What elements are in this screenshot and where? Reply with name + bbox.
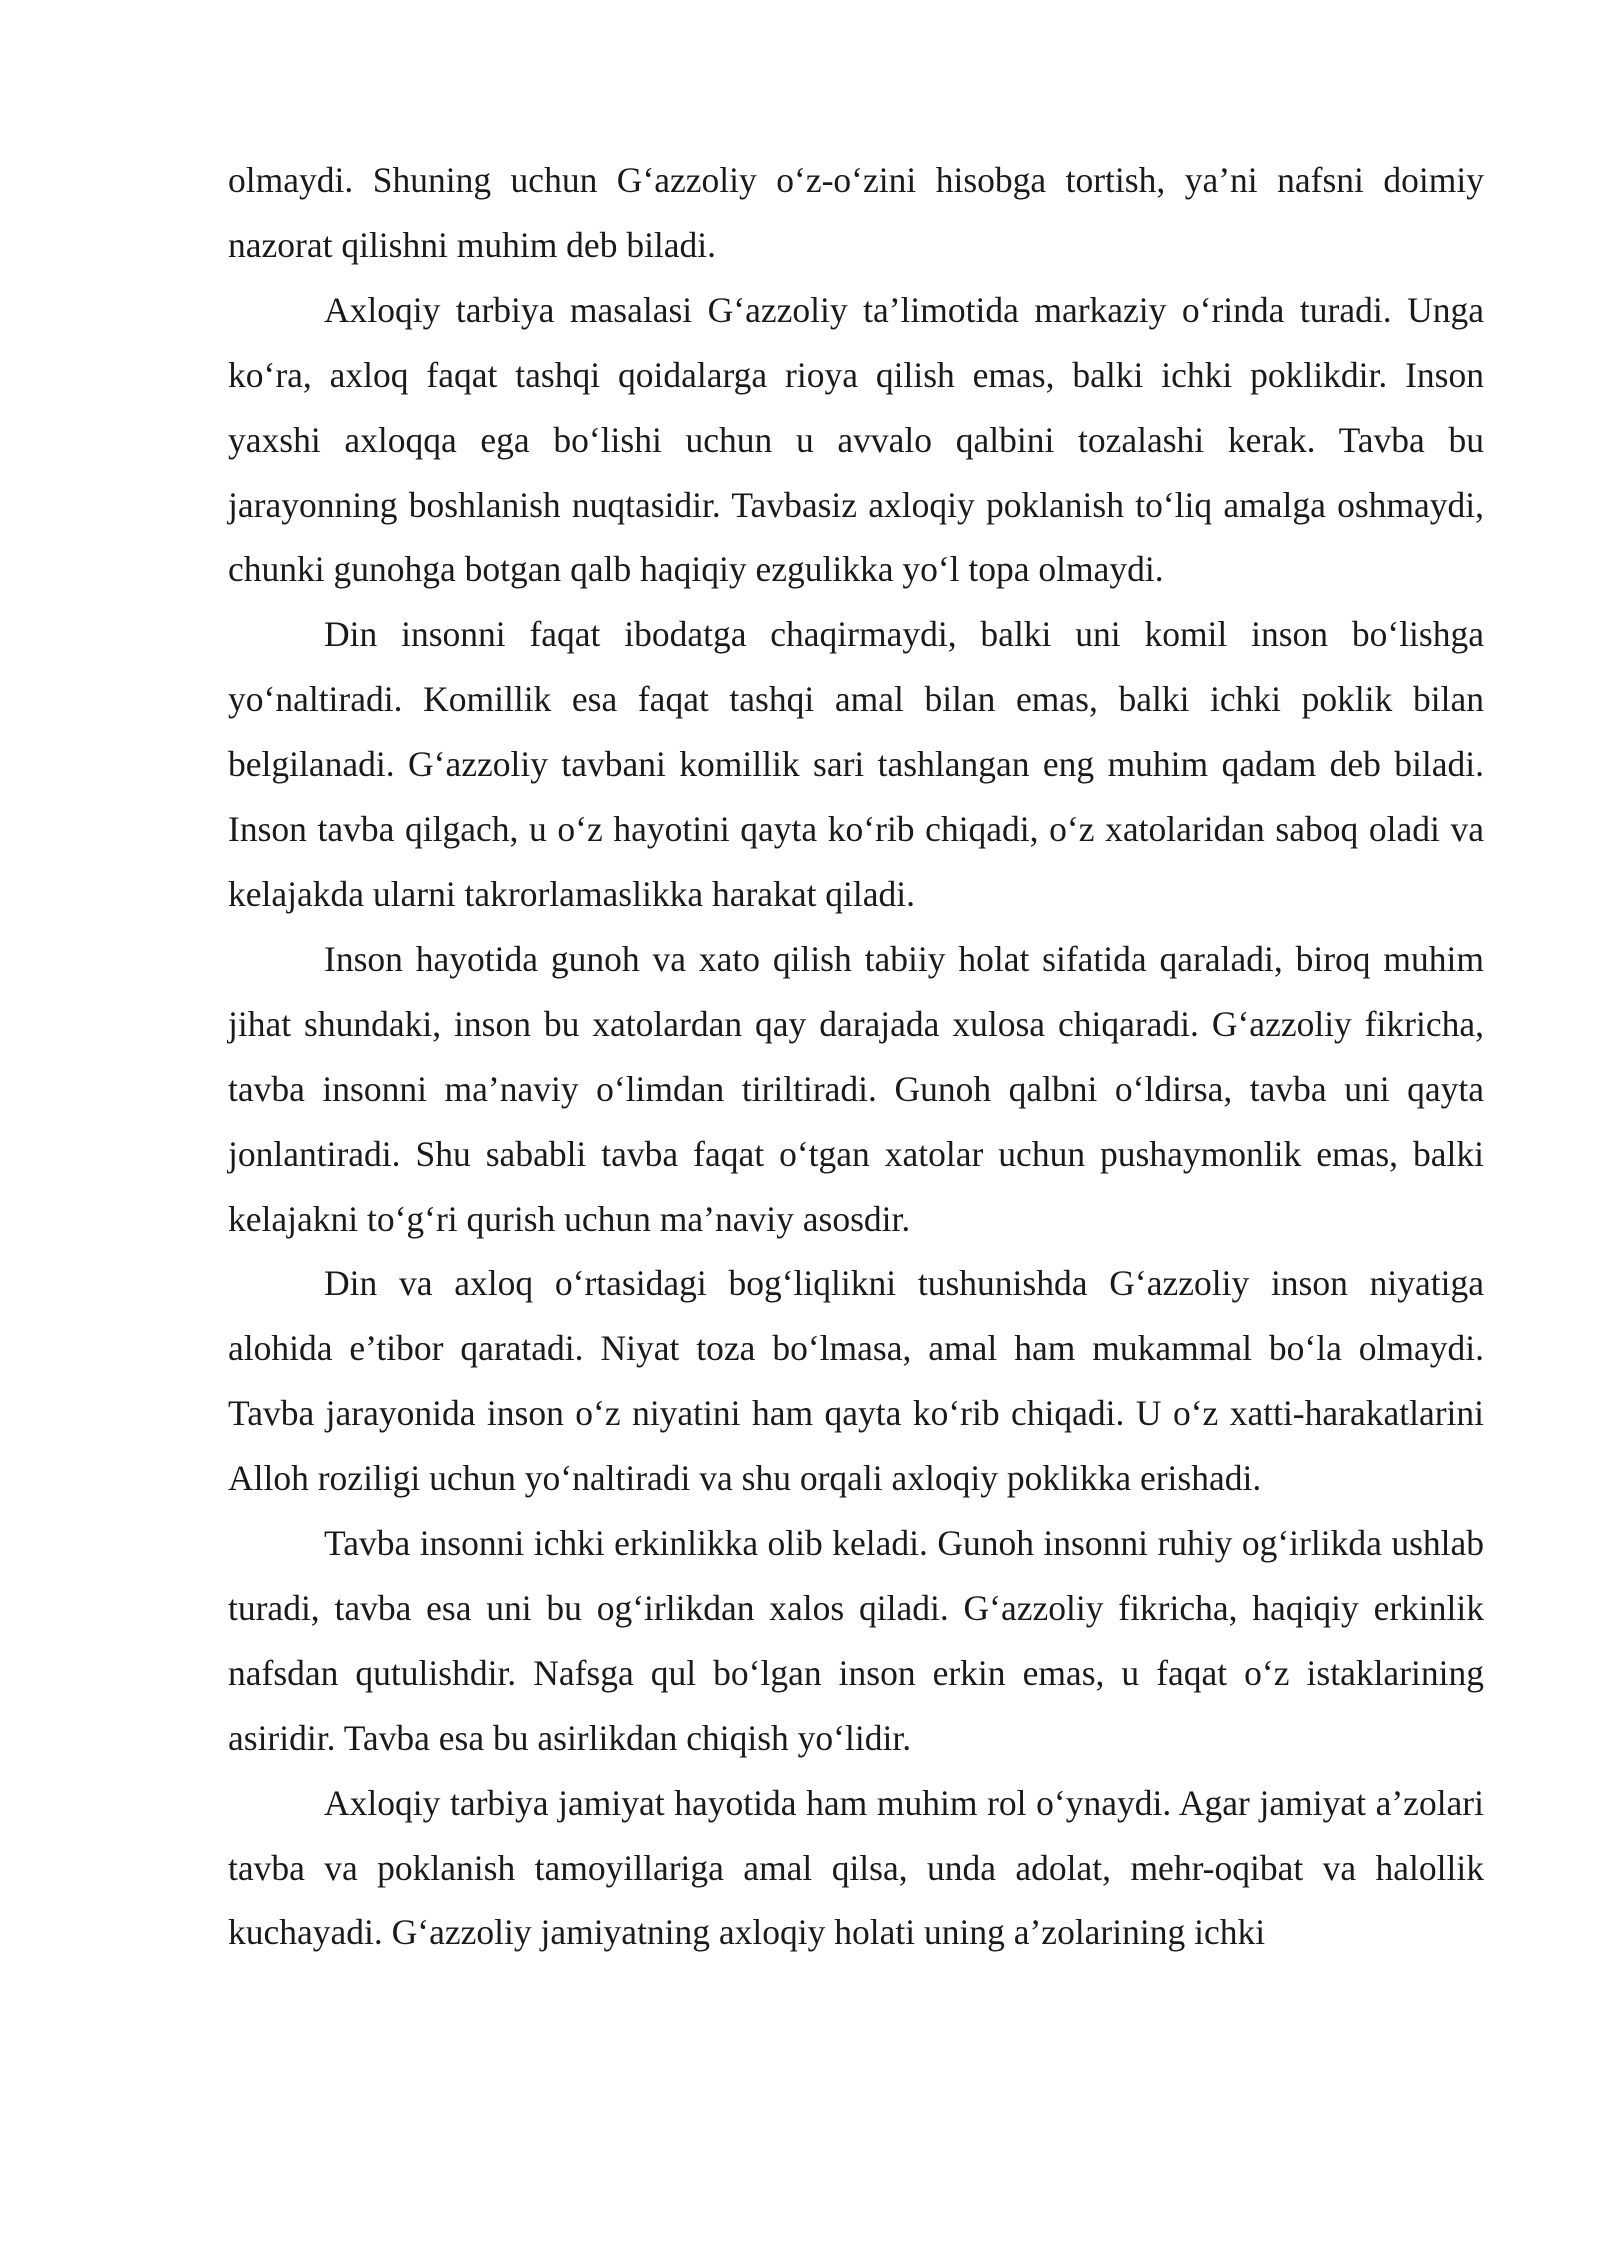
paragraph: Inson hayotida gunoh va xato qilish tabiiy holat sifatida qaraladi, biroq muhim jihat shundaki, inson bu xatolardan qay darajada xulosa chiqaradi. G‘azzoliy fikricha, tavba insonni ma’naviy o‘limdan tiriltiradi. Gunoh qalbni o‘ldirsa, tavba uni qayta jonlantiradi. Shu sababli tavba faqat o‘tgan xatolar uchun pushaymonlik emas, balki kelajakni to‘g‘ri qurish uchun ma’naviy asosdir. <box>228 938 1484 1239</box>
paragraph: Tavba insonni ichki erkinlikka olib keladi. Gunoh insonni ruhiy og‘irlikda ushlab turadi, tavba esa uni bu og‘irlikdan xalos qiladi. G‘azzoliy fikricha, haqiqiy erkinlik nafsdan qutulishdir. Nafsga qul bo‘lgan inson erkin emas, u faqat o‘z istaklarining asiridir. Tavba esa bu asirlikdan chiqish yo‘lidir. <box>228 1523 1484 1758</box>
paragraph-last: Axloqiy tarbiya jamiyat hayotida ham muhim rol o‘ynaydi. Agar jamiyat a’zolari tavba va poklanish tamoyillariga amal qilsa, unda adolat, mehr-oqibat va halollik kuchayadi. G‘azzoliy jamiyatning axloqiy holati uning a’zolarining ichki <box>228 1782 1484 1953</box>
document-page <box>228 148 1484 1965</box>
paragraph: Axloqiy tarbiya masalasi G‘azzoliy ta’limotida markaziy o‘rinda turadi. Unga ko‘ra, axloq faqat tashqi qoidalarga rioya qilish emas, balki ichki poklikdir. Inson yaxshi axloqqa ega bo‘lishi uchun u avvalo qalbini tozalashi kerak. Tavba bu jarayonning boshlanish nuqtasidir. Tavbasiz axloqiy poklanish to‘liq amalga oshmaydi, chunki gunohga botgan qalb haqiqiy ezgulikka yo‘l topa olmaydi. <box>228 289 1484 590</box>
paragraph-continuation: olmaydi. Shuning uchun G‘azzoliy o‘z-o‘zini hisobga tortish, ya’ni nafsni doimiy nazorat qilishni muhim deb biladi. <box>228 160 1484 265</box>
paragraph: Din insonni faqat ibodatga chaqirmaydi, balki uni komil inson bo‘lishga yo‘naltiradi. Komillik esa faqat tashqi amal bilan emas, balki ichki poklik bilan belgilanadi. G‘azzoliy tavbani komillik sari tashlangan eng muhim qadam deb biladi. Inson tavba qilgach, u o‘z hayotini qayta ko‘rib chiqadi, o‘z xatolaridan saboq oladi va kelajakda ularni takrorlamaslikka harakat qiladi. <box>228 614 1484 914</box>
paragraph: Din va axloq o‘rtasidagi bog‘liqlikni tushunishda G‘azzoliy inson niyatiga alohida e’tibor qaratadi. Niyat toza bo‘lmasa, amal ham mukammal bo‘la olmaydi. Tavba jarayonida inson o‘z niyatini ham qayta ko‘rib chiqadi. U o‘z xatti-harakatlarini Alloh roziligi uchun yo‘naltiradi va shu orqali axloqiy poklikka erishadi. <box>228 1263 1484 1499</box>
